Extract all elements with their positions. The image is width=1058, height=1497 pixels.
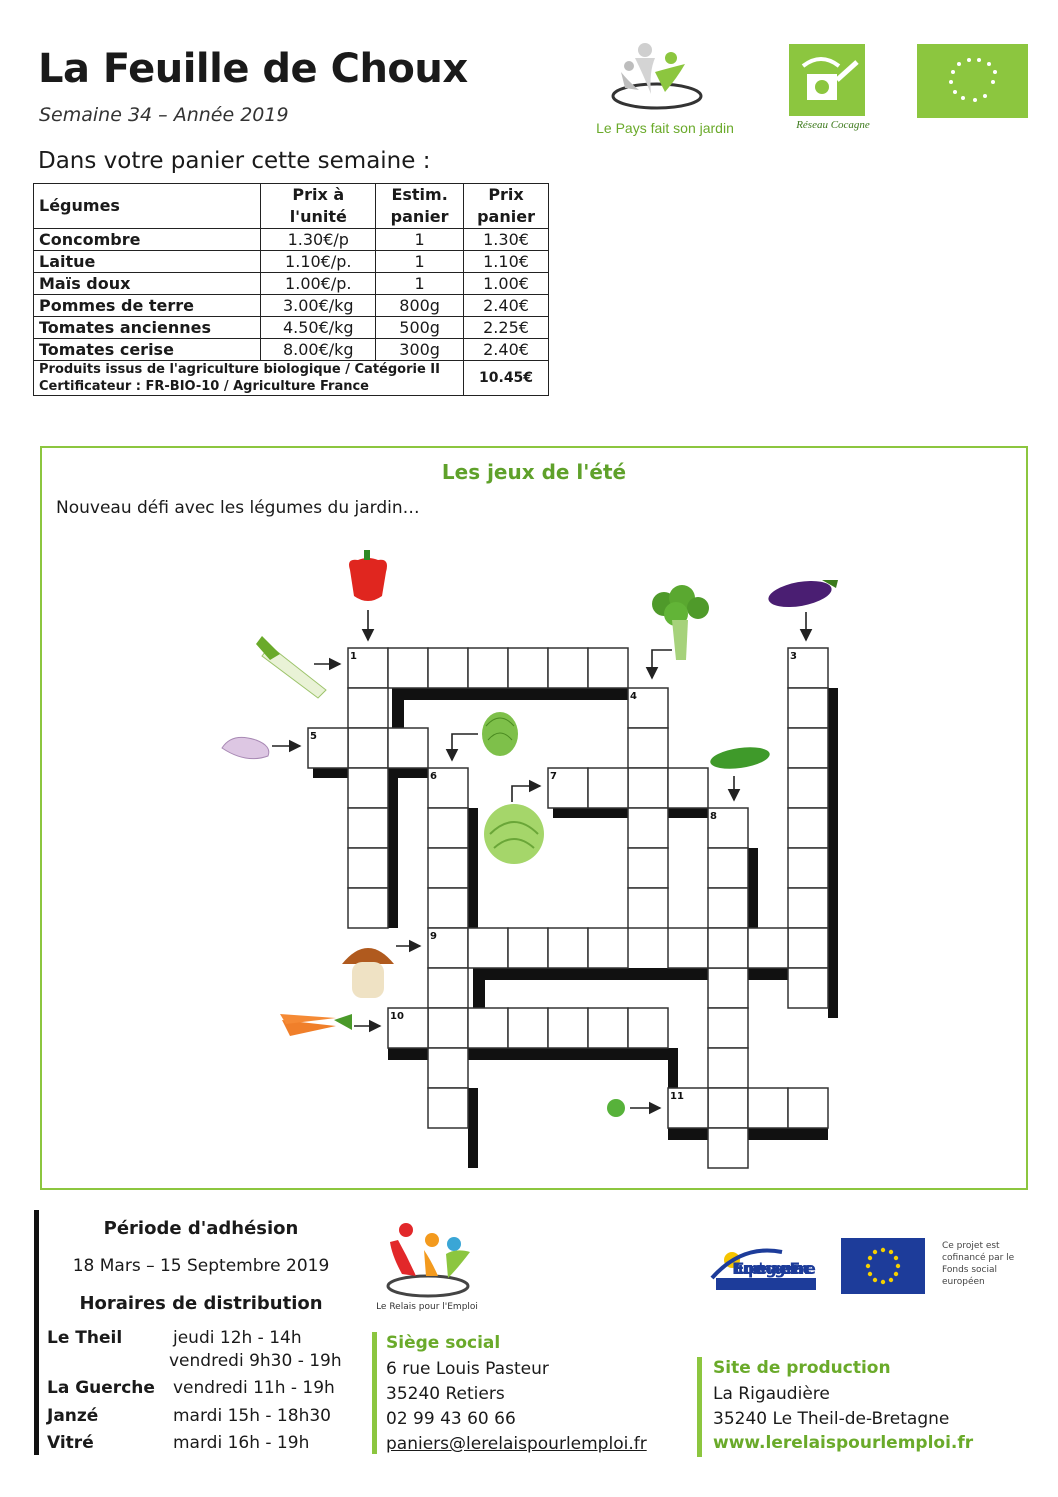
siege-phone[interactable]: 02 99 43 60 66 — [386, 1409, 516, 1429]
relais-emploi-logo — [372, 1218, 482, 1318]
schedule-hours: vendredi 9h30 - 19h — [169, 1351, 342, 1371]
europe-engage-text: L'Europe s'engage en France — [732, 1259, 816, 1278]
estimate: 500g — [376, 317, 464, 339]
carrot-icon — [280, 1014, 352, 1036]
garlic-icon — [222, 737, 269, 758]
estimate: 300g — [376, 339, 464, 361]
clue-number-8: 8 — [710, 811, 717, 822]
game-title: Les jeux de l'été — [441, 460, 627, 484]
veg-name: Tomates cerise — [34, 339, 261, 361]
left-divider-bar — [34, 1210, 39, 1455]
production-title: Site de production — [713, 1358, 891, 1378]
cucumber-icon — [709, 744, 771, 772]
unit-price: 8.00€/kg — [261, 339, 376, 361]
price: 2.25€ — [464, 317, 549, 339]
unit-price: 4.50€/kg — [261, 317, 376, 339]
schedule-hours: jeudi 12h - 14h — [173, 1328, 302, 1348]
unit-price: 1.00€/p. — [261, 273, 376, 295]
cocagne-caption: Réseau Cocagne — [796, 119, 870, 131]
schedule-city: Le Theil — [47, 1328, 123, 1348]
eu-stars-icon — [841, 1238, 925, 1294]
clue-number-6: 6 — [430, 771, 437, 782]
adhesion-title: Période d'adhésion — [103, 1218, 299, 1239]
clue-number-3: 3 — [790, 651, 797, 662]
basket-total: 10.45€ — [464, 361, 549, 396]
header-basket-price: Prix panier — [464, 184, 549, 229]
game-intro: Nouveau défi avec les légumes du jardin… — [56, 498, 420, 518]
production-place: La Rigaudière — [713, 1384, 830, 1404]
siege-street: 6 rue Louis Pasteur — [386, 1359, 549, 1379]
price: 2.40€ — [464, 339, 549, 361]
price: 1.10€ — [464, 251, 549, 273]
leek-icon — [256, 636, 326, 698]
schedule-city: La Guerche — [47, 1378, 155, 1398]
pepper-icon — [349, 550, 387, 601]
unit-price: 1.10€/p. — [261, 251, 376, 273]
header-vegetables: Légumes — [34, 184, 261, 229]
newsletter-title: La Feuille de Choux — [38, 46, 468, 92]
veg-name: Maïs doux — [34, 273, 261, 295]
europe-engage-icon — [702, 1238, 822, 1300]
adhesion-dates: 18 Mars – 15 Septembre 2019 — [72, 1256, 330, 1276]
schedule-city: Janzé — [47, 1406, 99, 1426]
production-divider-bar — [697, 1357, 702, 1457]
certification-line-1: Produits issus de l'agriculture biologique / Catégorie II — [39, 362, 440, 377]
pays-jardin-caption: Le Pays fait son jardin — [596, 120, 734, 136]
distribution-title: Horaires de distribution — [79, 1293, 323, 1314]
relais-figures-icon — [372, 1218, 482, 1302]
europe-engage-logo — [702, 1238, 822, 1300]
relais-caption: Le Relais pour l'Emploi — [376, 1302, 478, 1312]
basket-heading: Dans votre panier cette semaine : — [38, 148, 431, 174]
clue-number-9: 9 — [430, 931, 437, 942]
estimate: 1 — [376, 229, 464, 251]
clue-number-7: 7 — [550, 771, 557, 782]
artichoke-icon — [482, 712, 518, 756]
week-subtitle: Semaine 34 – Année 2019 — [39, 104, 289, 126]
cabbage-icon — [484, 804, 544, 864]
clue-number-10: 10 — [390, 1011, 404, 1022]
production-city: 35240 Le Theil-de-Bretagne — [713, 1409, 950, 1429]
website-link[interactable]: www.lerelaispourlemploi.fr — [713, 1433, 974, 1453]
clue-number-1: 1 — [350, 651, 357, 662]
certification-line-2: Certificateur : FR-BIO-10 / Agriculture France — [39, 379, 369, 394]
eu-funding-text: Ce projet est cofinancé par le Fonds social européen — [942, 1241, 1015, 1287]
estimate: 1 — [376, 273, 464, 295]
price: 1.00€ — [464, 273, 549, 295]
unit-price: 1.30€/p — [261, 229, 376, 251]
clue-number-4: 4 — [630, 691, 637, 702]
veg-name: Concombre — [34, 229, 261, 251]
schedule-hours: mardi 15h - 18h30 — [173, 1406, 331, 1426]
header-estimate: Estim. panier — [376, 184, 464, 229]
clue-number-5: 5 — [310, 731, 317, 742]
price: 1.30€ — [464, 229, 549, 251]
clue-number-11: 11 — [670, 1091, 684, 1102]
siege-city: 35240 Retiers — [386, 1384, 505, 1404]
schedule-hours: mardi 16h - 19h — [173, 1433, 310, 1453]
broccoli-icon — [652, 585, 709, 660]
pea-icon — [607, 1099, 625, 1117]
unit-price: 3.00€/kg — [261, 295, 376, 317]
siege-email-link[interactable]: paniers@lerelaispourlemploi.fr — [386, 1434, 647, 1454]
siege-divider-bar — [372, 1332, 377, 1454]
price: 2.40€ — [464, 295, 549, 317]
siege-title: Siège social — [386, 1333, 501, 1353]
veg-name: Pommes de terre — [34, 295, 261, 317]
header-unit-price: Prix à l'unité — [261, 184, 376, 229]
mushroom-icon — [342, 948, 394, 998]
veg-name: Laitue — [34, 251, 261, 273]
veg-name: Tomates anciennes — [34, 317, 261, 339]
estimate: 1 — [376, 251, 464, 273]
estimate: 800g — [376, 295, 464, 317]
schedule-city: Vitré — [47, 1433, 94, 1453]
eggplant-icon — [766, 577, 838, 612]
eu-flag — [841, 1238, 925, 1294]
schedule-hours: vendredi 11h - 19h — [173, 1378, 335, 1398]
